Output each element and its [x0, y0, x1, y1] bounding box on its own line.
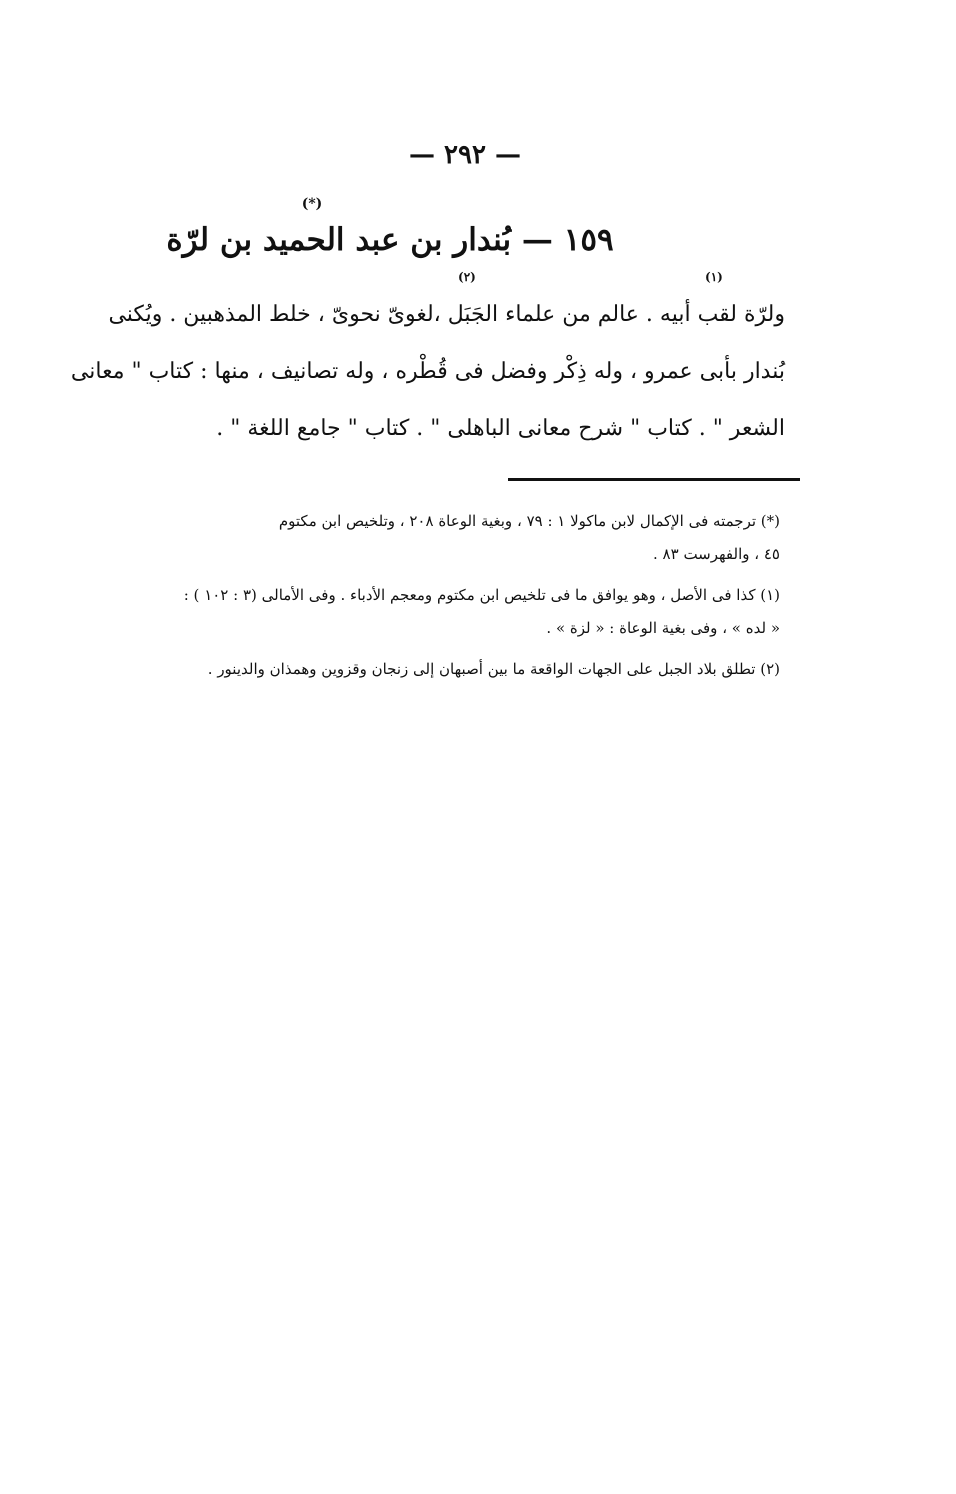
footnote-2: [140, 653, 780, 686]
footnote-ref-2: (٢): [458, 270, 476, 284]
footnote-ref-1: (١): [705, 270, 723, 284]
footnote-1: [140, 579, 780, 645]
footnote-line: (١) كذا فى الأصل ، وهو يوافق ما فى تلخيص ابن مكتوم ومعجم الأدباء . وفى الأمالى (٣ : ١٠٢ ) :: [183, 586, 780, 604]
body-line: ولرّة لقب أبيه . عالم من علماء الجَبَل ،لغوىّ نحوىّ ، خلط المذهبين . ويُكنى: [108, 302, 785, 327]
page-number: — ٢٩٢ —: [408, 140, 522, 170]
footnote-separator: [508, 478, 800, 481]
footnote-line: « لده » ، وفى بغية الوعاة : « لزة » .: [546, 619, 780, 637]
body-line: الشعر " . كتاب " شرح معانى الباهلى " . كتاب " جامع اللغة " .: [216, 416, 785, 441]
footnote-line: ٤٥ ، والفهرست ٨٣ .: [653, 545, 780, 563]
footnote-line: (*) ترجمته فى الإكمال لابن ماكولا ١ : ٧٩ ، وبغية الوعاة ٢٠٨ ، وتلخيص ابن مكتوم: [278, 512, 780, 530]
footnote-line: (٢) تطلق بلاد الجبل على الجهات الواقعة ما بين أصبهان إلى زنجان وقزوين وهمذان والدينور .: [207, 660, 780, 678]
entry-body: [70, 286, 785, 457]
footnote-star: [140, 505, 780, 571]
entry-title: ١٥٩ — بُندار بن عبد الحميد بن لرّة: [166, 222, 614, 258]
body-line: بُندار بأبى عمرو ، وله ذِكْر وفضل فى قُطْره ، وله تصانيف ، منها : كتاب " معانى: [70, 359, 785, 384]
footnotes: [140, 505, 780, 694]
title-footnote-marker: (*): [301, 196, 323, 212]
